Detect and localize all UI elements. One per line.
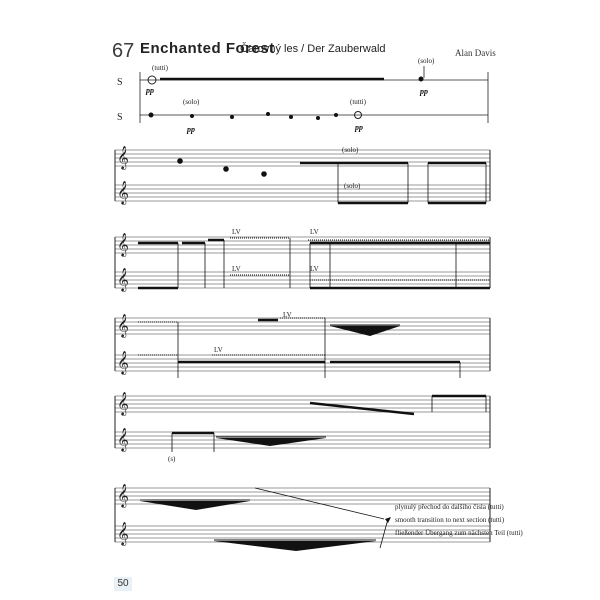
dynamic-pp-4: pp [355, 123, 363, 132]
staff-label-1: S [117, 77, 123, 88]
dynamic-pp-2: pp [420, 87, 428, 96]
marking-lv-5: LV [283, 311, 292, 319]
marking-tutti: (tutti) [152, 64, 168, 72]
treble-clef-icon: 𝄞 [117, 269, 129, 291]
dynamic-pp: pp [146, 86, 154, 95]
marking-lv-6: LV [214, 346, 223, 354]
piece-title: Enchanted Forest [140, 40, 275, 57]
treble-clef-icon: 𝄞 [117, 523, 129, 545]
treble-clef-icon: 𝄞 [117, 315, 129, 337]
dynamic-pp-3: pp [187, 125, 195, 134]
marking-lv-4: LV [310, 265, 319, 273]
transition-czech: plynulý přechod do dalšího čísla (tutti) [395, 503, 504, 511]
transition-german: fließender Übergang zum nächsten Teil (tutti) [395, 529, 523, 537]
treble-clef-icon: 𝄞 [117, 234, 129, 256]
marking-solo-2: (solo) [183, 98, 200, 106]
page-number: 50 [114, 577, 132, 591]
transition-english: smooth transition to next section (tutti) [395, 516, 505, 524]
system-2-notes [178, 159, 486, 203]
system-3-notes [138, 238, 490, 288]
treble-clef-icon: 𝄞 [117, 147, 129, 169]
piece-number: 67 [112, 40, 135, 62]
system-5-notes [172, 396, 486, 452]
piece-subtitle: Čarovný les / Der Zauberwald [240, 43, 386, 55]
treble-clef-icon: 𝄞 [117, 393, 129, 415]
treble-clef-icon: 𝄞 [117, 485, 129, 507]
marking-solo: (solo) [418, 57, 435, 65]
marking-tutti-2: (tutti) [350, 98, 366, 106]
staff-label-2: S [117, 112, 123, 123]
staff-systems [115, 147, 490, 546]
system-6-notes [140, 488, 391, 551]
note [149, 113, 154, 118]
treble-clef-icon: 𝄞 [117, 352, 129, 374]
treble-clef-icon: 𝄞 [117, 429, 129, 451]
marking-solo-4: (solo) [344, 182, 361, 190]
marking-lv-1: LV [232, 228, 241, 236]
composer-name: Alan Davis [455, 48, 496, 58]
system-4-notes [138, 318, 460, 378]
marking-lv-3: LV [232, 265, 241, 273]
marking-solo-3: (solo) [342, 146, 359, 154]
treble-clef-icon: 𝄞 [117, 182, 129, 204]
marking-lv-2: LV [310, 228, 319, 236]
marking-paren-s: (s) [168, 455, 176, 463]
quarter-note [419, 77, 424, 82]
